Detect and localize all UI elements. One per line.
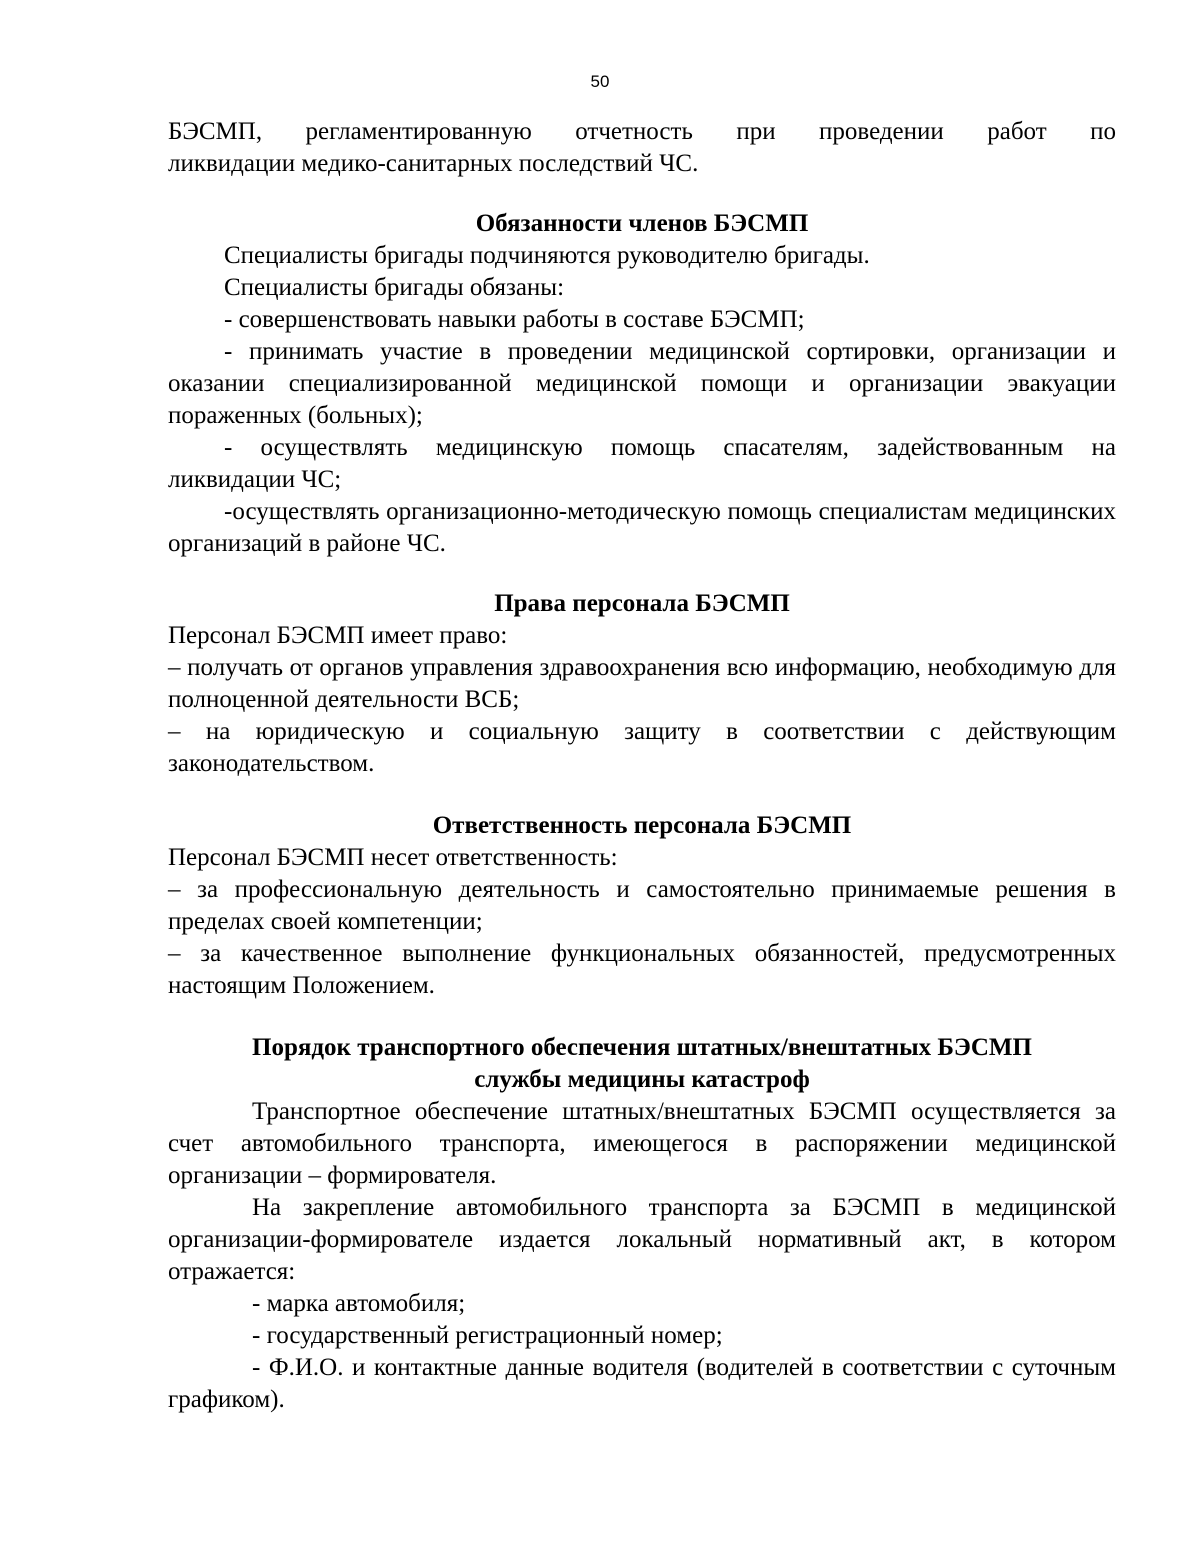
duties-section (168, 208, 1116, 560)
rights-list-item: – на юридическую и социальную защиту в соответствии с действующим законодательством. (168, 718, 1116, 777)
responsibility-heading: Ответственность персонала БЭСМП (432, 812, 852, 839)
duties-list-item: -осуществлять организационно-методическую помощь специалистам медицинских организаций в районе ЧС. (168, 498, 1116, 557)
transport-section (168, 1032, 1116, 1416)
responsibility-section (168, 810, 1116, 1002)
intro-section (168, 116, 1116, 180)
rights-paragraph: Персонал БЭСМП имеет право: (168, 622, 508, 649)
transport-heading-line-2: службы медицины катастроф (474, 1066, 810, 1093)
transport-list-item: - марка автомобиля; (252, 1290, 466, 1317)
transport-list-item: - Ф.И.О. и контактные данные водителя (водителей в соответствии с суточным графиком). (168, 1354, 1116, 1413)
transport-paragraph: На закрепление автомобильного транспорта за БЭСМП в медицинской организации-формирователе издается локальный нормативный акт, в котором отражается: (168, 1194, 1116, 1285)
duties-heading: Обязанности членов БЭСМП (475, 210, 809, 237)
duties-paragraph: Специалисты бригады подчиняются руководителю бригады. (224, 242, 870, 269)
responsibility-paragraph: Персонал БЭСМП несет ответственность: (168, 844, 618, 871)
rights-section (168, 588, 1116, 780)
duties-list-item: - принимать участие в проведении медицинской сортировки, организации и оказании специализированной медицинской помощи и организации эвакуации пораженных (больных); (168, 338, 1116, 429)
duties-list-item: - совершенствовать навыки работы в составе БЭСМП; (224, 306, 805, 333)
duties-list-item: - осуществлять медицинскую помощь спасателям, задействованным на ликвидации ЧС; (168, 434, 1116, 493)
transport-heading-line-1: Порядок транспортного обеспечения штатных/внештатных БЭСМП (252, 1034, 1032, 1061)
duties-paragraph: Специалисты бригады обязаны: (224, 274, 565, 301)
rights-heading: Права персонала БЭСМП (494, 590, 790, 617)
transport-paragraph: Транспортное обеспечение штатных/внештатных БЭСМП осуществляется за счет автомобильного транспорта, имеющегося в распоряжении медицинской организации – формирователя. (168, 1098, 1116, 1189)
transport-list-item: - государственный регистрационный номер; (252, 1322, 723, 1349)
intro-line-1: БЭСМП, регламентированную отчетность при проведении работ по (168, 118, 1116, 145)
page-number: 50 (590, 72, 610, 91)
intro-line-2: ликвидации медико-санитарных последствий ЧС. (168, 150, 699, 177)
rights-list-item: – получать от органов управления здравоохранения всю информацию, необходимую для полноценной деятельности ВСБ; (168, 654, 1116, 713)
responsibility-list-item: – за качественное выполнение функциональных обязанностей, предусмотренных настоящим Положением. (168, 940, 1116, 999)
responsibility-list-item: – за профессиональную деятельность и самостоятельно принимаемые решения в пределах своей компетенции; (168, 876, 1116, 935)
